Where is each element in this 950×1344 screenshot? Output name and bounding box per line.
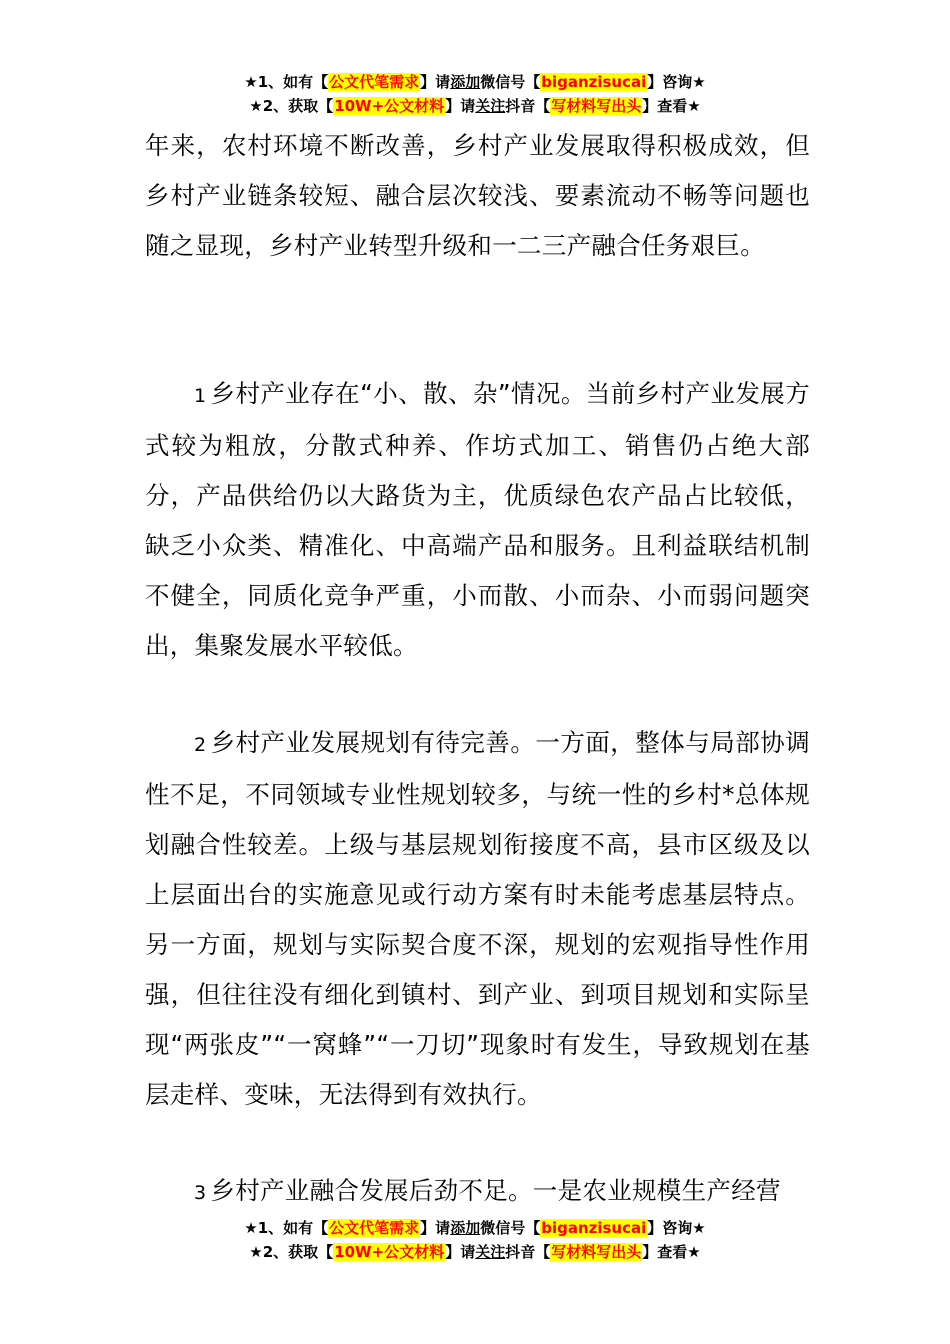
paragraph-number: 1 — [194, 385, 207, 407]
banner-text: 抖音【 — [505, 1243, 551, 1261]
highlight-service: 公文代笔需求 — [329, 73, 420, 91]
banner-text: 抖音【 — [505, 97, 551, 115]
highlight-materials: 10W+公文材料 — [334, 1243, 445, 1261]
paragraph-number: 3 — [194, 1182, 207, 1204]
highlight-materials: 10W+公文材料 — [334, 97, 445, 115]
highlight-wechat-id: biganzisucai — [541, 1219, 647, 1237]
banner-line-1 — [0, 70, 950, 94]
paragraph-text: 乡村产业融合发展后劲不足。一是农业规模生产经营 — [210, 1176, 781, 1205]
footer-banner — [0, 1216, 950, 1264]
banner-line-2 — [0, 94, 950, 118]
intro-paragraph — [145, 121, 810, 271]
banner-underlined-text: 关注 — [475, 97, 506, 115]
banner-text: ★2、获取【 — [249, 1243, 334, 1261]
banner-underlined-text: 添加 — [450, 73, 481, 91]
paragraph-number: 2 — [194, 734, 207, 756]
banner-underlined-text: 添加 — [450, 1219, 481, 1237]
banner-text: 】咨询★ — [647, 73, 706, 91]
banner-line-1 — [0, 1216, 950, 1240]
banner-text: 】查看★ — [642, 97, 701, 115]
banner-text: 】请 — [445, 97, 476, 115]
highlight-service: 公文代笔需求 — [329, 1219, 420, 1237]
paragraph-text: 乡村产业存在“小、散、杂”情况。当前乡村产业发展方式较为粗放，分散式种养、作坊式加工、销售仍占绝大部分，产品供给仍以大路货为主，优质绿色农产品占比较低，缺乏小众类、精准化、中高端产品和服务。且利益联结机制不健全，同质化竞争严重，小而散、小而杂、小而弱问题突出，集聚发展水平较低。 — [145, 379, 810, 660]
banner-text: 】请 — [420, 1219, 451, 1237]
banner-text: 】咨询★ — [647, 1219, 706, 1237]
paragraph-text: 乡村产业发展规划有待完善。一方面，整体与局部协调性不足，不同领域专业性规划较多，与统一性的乡村*总体规划融合性较差。上级与基层规划衔接度不高，县市区级及以上层面出台的实施意见或行动方案有时未能考虑基层特点。另一方面，规划与实际契合度不深，规划的宏观指导性作用强，但往往没有细化到镇村、到产业、到项目规划和实际呈现“两张皮”“一窝蜂”“一刀切”现象时有发生，导致规划在基层走样、变味，无法得到有效执行。 — [145, 728, 810, 1109]
banner-text: 】请 — [445, 1243, 476, 1261]
highlight-douyin-account: 写材料写出头 — [551, 1243, 642, 1261]
highlight-douyin-account: 写材料写出头 — [551, 97, 642, 115]
banner-text: ★1、如有【 — [244, 73, 329, 91]
banner-text: ★1、如有【 — [244, 1219, 329, 1237]
banner-underlined-text: 关注 — [475, 1243, 506, 1261]
paragraph-text: 年来，农村环境不断改善，乡村产业发展取得积极成效，但乡村产业链条较短、融合层次较浅、要素流动不畅等问题也随之显现，乡村产业转型升级和一二三产融合任务艰巨。 — [145, 131, 810, 260]
paragraph-1 — [145, 369, 810, 671]
banner-line-2 — [0, 1240, 950, 1264]
paragraph-2 — [145, 718, 810, 1120]
banner-text: 微信号【 — [480, 1219, 541, 1237]
header-banner — [0, 70, 950, 118]
banner-text: 微信号【 — [480, 73, 541, 91]
banner-text: ★2、获取【 — [249, 97, 334, 115]
paragraph-3 — [145, 1166, 810, 1218]
banner-text: 】请 — [420, 73, 451, 91]
banner-text: 】查看★ — [642, 1243, 701, 1261]
highlight-wechat-id: biganzisucai — [541, 73, 647, 91]
